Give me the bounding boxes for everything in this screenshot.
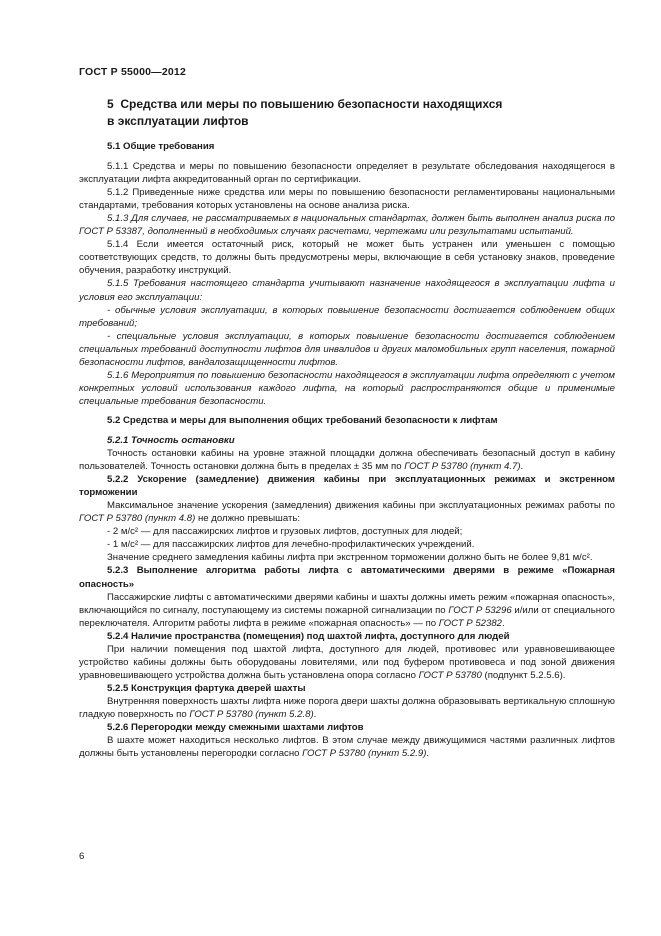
clause-5-2-3-text-b: и/или от специального переключателя. Алгоритм работы лифта в режиме «пожарная опасность» — по xyxy=(79,604,615,629)
clause-5-2-1-text xyxy=(79,447,615,473)
clause-5-2-4-text-b: (подпункт 5.2.5.6). xyxy=(481,669,566,681)
clause-5-2-3-reference-2: ГОСТ Р 52382 xyxy=(438,617,503,629)
section-title-line2: в эксплуатации лифтов xyxy=(107,114,249,128)
clause-5-2-5-text-b: . xyxy=(313,708,317,720)
clause-5-1-5-item-2: - специальные условия эксплуатации, в которых повышение безопасности достигается соблюдением специальных требований доступности лифтов для инвалидов и других маломобильных групп населения, пожарной безопасности лифтов, вандалозащищенности лифтов. xyxy=(79,330,615,368)
clause-5-2-5-reference: ГОСТ Р 53780 (пункт 5.2.8) xyxy=(189,708,314,720)
clause-5-2-2-text-c: Значение среднего замедления кабины лифта при экстренном торможении должно быть не более 9,81 м/с². xyxy=(107,552,593,564)
clause-5-2-5-heading: 5.2.5 Конструкция фартука дверей шахты xyxy=(107,682,306,694)
clause-5-1-5: 5.1.5 Требования настоящего стандарта учитывают назначение находящегося в эксплуатации лифта и условия его эксплуатации: xyxy=(79,278,615,303)
clause-5-2-2-text-b: не должно превышать: xyxy=(195,513,301,525)
clause-5-1-2: 5.1.2 Приведенные ниже средства или меры по повышению безопасности регламентированы национальными стандартами, требования которых установлены на основе анализа риска. xyxy=(79,187,615,212)
clause-5-2-4-heading: 5.2.4 Наличие пространства (помещения) под шахтой лифта, доступного для людей xyxy=(107,630,510,642)
clause-5-2-5-text xyxy=(79,695,615,721)
clause-5-2-2-text-a: Максимальное значение ускорения (замедления) движения кабины при эксплуатационных режимах работы по xyxy=(107,500,615,512)
subsection-heading-5-2: 5.2 Средства и меры для выполнения общих требований безопасности к лифтам xyxy=(107,414,498,426)
clause-5-2-2-item-1: - 2 м/с² — для пассажирских лифтов и грузовых лифтов, доступных для людей; xyxy=(107,526,463,538)
clause-5-2-3-reference-1: ГОСТ Р 53296 xyxy=(448,604,512,616)
clause-5-2-1-text-b: . xyxy=(520,461,524,473)
clause-5-2-1-heading: 5.2.1 Точность остановки xyxy=(107,434,235,446)
clause-5-2-6-heading: 5.2.6 Перегородки между смежными шахтами лифтов xyxy=(107,722,364,734)
page-number: 6 xyxy=(79,851,85,862)
clause-5-2-3-text-c: . xyxy=(502,617,505,629)
clause-5-2-1-text-a: Точность остановки кабины на уровне этажной площадки должна обеспечивать безопасный доступ в кабину пользователей. Точность остановки должна быть в пределах ± 35 мм по xyxy=(79,448,615,473)
section-title-line1: Средства или меры по повышению безопасности находящихся xyxy=(120,97,503,111)
clause-5-2-3-heading: 5.2.3 Выполнение алгоритма работы лифта с автоматическими дверями в режиме «Пожарная опасность» xyxy=(79,565,615,590)
clause-5-2-2-text xyxy=(79,499,615,525)
clause-5-2-5-text-a: Внутренняя поверхность шахты лифта ниже порога двери шахты должна образовывать вертикальную сплошную гладкую поверхность по xyxy=(79,695,615,720)
clause-5-2-4-reference: ГОСТ Р 53780 xyxy=(418,669,482,681)
section-title xyxy=(107,96,587,130)
clause-5-1-1: 5.1.1 Средства и меры по повышению безопасности определяет в результате обследования находящегося в эксплуатации лифта аккредитованный орган по сертификации. xyxy=(79,161,615,186)
clause-5-1-6: 5.1.6 Мероприятия по повышению безопасности находящегося в эксплуатации лифта определяют с учетом конкретных условий использования каждого лифта, на который распространяются общие и применимые специальные требования безопасности. xyxy=(79,369,615,407)
clause-5-2-4-text-a: При наличии помещения под шахтой лифта, доступного для людей, противовес или уравновешивающее устройство кабины должны быть оборудованы ловителями, или под буфером противовеса и под зоной движения уравновешивающего устройства должна быть установлена опора согласно xyxy=(79,643,615,681)
subsection-heading-5-1: 5.1 Общие требования xyxy=(107,141,215,152)
clause-5-2-2-item-2: - 1 м/с² — для пассажирских лифтов для лечебно-профилактических учреждений. xyxy=(107,539,475,551)
clause-5-2-6-text-b: . xyxy=(426,748,430,760)
section-number: 5 xyxy=(107,97,114,111)
clause-5-2-4-text xyxy=(79,643,615,682)
document-header: ГОСТ Р 55000—2012 xyxy=(79,66,187,78)
clause-5-2-3-text xyxy=(79,591,615,630)
clause-5-2-3-text-a: Пассажирские лифты с автоматическими дверями кабины и шахты должны иметь режим «пожарная опасность», включающийся по сигналу, поступающему из системы пожарной сигнализации по xyxy=(79,591,615,616)
clause-5-2-6-text xyxy=(79,734,615,760)
clause-5-2-2-heading: 5.2.2 Ускорение (замедление) движения кабины при эксплуатационных режимах и экстренном торможении xyxy=(79,474,615,499)
clause-5-2-6-reference: ГОСТ Р 53780 (пункт 5.2.9) xyxy=(302,748,427,760)
document-body xyxy=(79,140,615,760)
clause-5-2-1-reference: ГОСТ Р 53780 (пункт 4.7) xyxy=(404,461,521,473)
clause-5-2-6-text-a: В шахте может находиться несколько лифтов. В этом случае между движущимися частями различных лифтов должны быть установлены перегородки согласно xyxy=(79,735,615,760)
clause-5-1-5-item-1: - обычные условия эксплуатации, в которых повышение безопасности достигается соблюдением общих требований; xyxy=(79,304,615,329)
clause-5-1-3: 5.1.3 Для случаев, не рассматриваемых в национальных стандартах, должен быть выполнен анализ риска по ГОСТ Р 53387, дополненный в необходимых случаях расчетами, чертежами или результатами испытаний. xyxy=(79,213,615,238)
clause-5-2-2-reference: ГОСТ Р 53780 (пункт 4.8) xyxy=(79,513,196,525)
clause-5-1-4: 5.1.4 Если имеется остаточный риск, который не может быть устранен или уменьшен с помощью соответствующих средств, то должны быть предусмотрены меры, включающие в себя установку знаков, проведение обучения, разработку инструкций. xyxy=(79,239,615,277)
